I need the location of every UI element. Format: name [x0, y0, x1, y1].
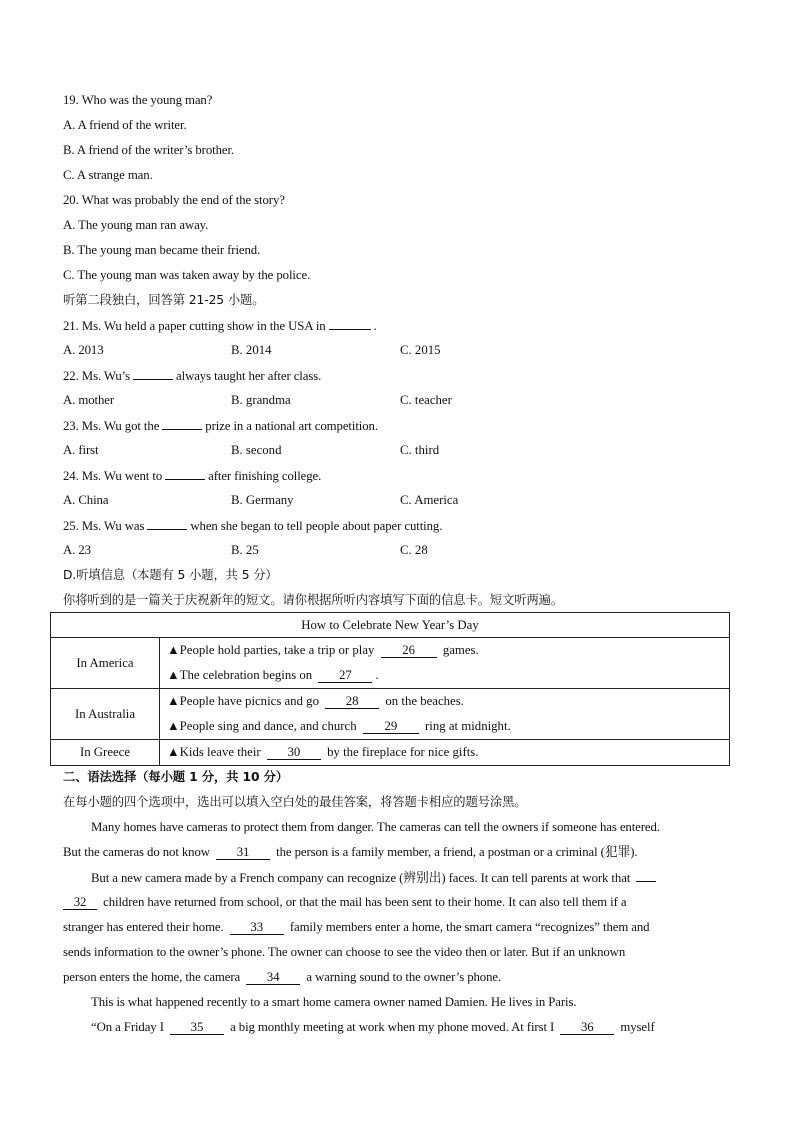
passage-p1-line2 [63, 844, 638, 860]
table-item [167, 663, 729, 688]
question-22-option-a: A. mother [63, 393, 114, 407]
question-22-stem-text: 22. Ms. Wu’s [63, 369, 131, 383]
passage-p1-line1: Many homes have cameras to protect them from danger. The cameras can tell the owners if someone has entered. [91, 820, 660, 834]
table-item [167, 638, 729, 663]
passage-p4-line1 [91, 1019, 655, 1035]
blank-36: 36 [560, 1020, 614, 1035]
question-22-stem-end: always taught her after class. [176, 369, 322, 383]
question-25-option-a: A. 23 [63, 543, 91, 557]
table-items-greece [160, 740, 730, 766]
question-22-stem [63, 367, 321, 384]
question-21-option-a: A. 2013 [63, 343, 104, 357]
table-items-america [160, 638, 730, 689]
passage-text: family members enter a home, the smart camera “recognizes” them and [289, 920, 650, 934]
item-text: ▲Kids leave their [167, 745, 261, 759]
blank-27: 27 [318, 668, 372, 683]
item-text: ring at midnight. [425, 719, 511, 733]
item-text: . [375, 668, 379, 682]
question-22-option-c: C. teacher [400, 393, 452, 407]
question-24-option-b: B. Germany [231, 493, 294, 507]
question-24-stem-end: after finishing college. [208, 469, 322, 483]
question-25-option-b: B. 25 [231, 543, 259, 557]
question-19-option-c: C. A strange man. [63, 168, 153, 182]
blank-30: 30 [267, 745, 321, 760]
question-20-stem: 20. What was probably the end of the story? [63, 193, 285, 207]
passage-text: a big monthly meeting at work when my phone moved. At first I [230, 1020, 555, 1034]
blank-29: 29 [363, 719, 419, 734]
table-item [167, 740, 729, 765]
question-23-stem [63, 417, 378, 434]
section-d-title: D.听填信息（本题有 5 小题，共 5 分） [63, 568, 278, 582]
question-20-option-a: A. The young man ran away. [63, 218, 209, 232]
blank-31: 31 [216, 845, 270, 860]
answer-blank [133, 367, 173, 380]
item-text: ▲People hold parties, take a trip or play [167, 643, 375, 657]
answer-blank [165, 467, 205, 480]
question-21-option-b: B. 2014 [231, 343, 272, 357]
question-25-stem [63, 517, 442, 534]
question-23-option-c: C. third [400, 443, 440, 457]
question-24-option-c: C. America [400, 493, 459, 507]
section-2-title: 二、语法选择（每小题 1 分，共 10 分） [63, 770, 289, 784]
passage-text: But a new camera made by a French company can recognize (辨别出) faces. It can tell parents at work that [91, 871, 631, 885]
question-25-option-c: C. 28 [400, 543, 428, 557]
question-20-option-c: C. The young man was taken away by the police. [63, 268, 311, 282]
question-22-option-b: B. grandma [231, 393, 291, 407]
item-text: by the fireplace for nice gifts. [327, 745, 479, 759]
question-21-stem [63, 317, 377, 334]
passage-text: the person is a family member, a friend, a postman or a criminal (犯罪). [276, 845, 638, 859]
table-place-greece: In Greece [51, 740, 160, 766]
table-title: How to Celebrate New Year’s Day [51, 613, 730, 638]
passage-p2-line5 [63, 969, 501, 985]
passage-text: person enters the home, the camera [63, 970, 241, 984]
question-21-stem-text: 21. Ms. Wu held a paper cutting show in the USA in [63, 319, 326, 333]
blank-32: 32 [63, 895, 97, 910]
table-place-america: In America [51, 638, 160, 689]
blank-33: 33 [230, 920, 284, 935]
question-23-stem-end: prize in a national art competition. [205, 419, 378, 433]
passage-p2-line2 [63, 894, 626, 910]
question-25-stem-text: 25. Ms. Wu was [63, 519, 145, 533]
item-text: games. [442, 643, 479, 657]
table-place-australia: In Australia [51, 689, 160, 740]
question-23-option-a: A. first [63, 443, 99, 457]
blank-28: 28 [325, 694, 379, 709]
question-24-option-a: A. China [63, 493, 109, 507]
answer-blank [162, 417, 202, 430]
passage-text: stranger has entered their home. [63, 920, 224, 934]
passage-p3: This is what happened recently to a smart home camera owner named Damien. He lives in Paris. [91, 995, 577, 1009]
passage-p2-line4: sends information to the owner’s phone. The owner can choose to see the video then or later. But if an unknown [63, 945, 626, 959]
section-2-instruction: 在每小题的四个选项中，选出可以填入空白处的最佳答案，将答题卡相应的题号涂黑。 [63, 795, 527, 809]
blank-26: 26 [381, 643, 437, 658]
question-19-option-a: A. A friend of the writer. [63, 118, 187, 132]
item-text: ▲People sing and dance, and church [167, 719, 357, 733]
passage-text: a warning sound to the owner’s phone. [306, 970, 502, 984]
question-23-option-b: B. second [231, 443, 282, 457]
section-note: 听第二段独白，回答第 21-25 小题。 [63, 293, 265, 307]
passage-text: myself [620, 1020, 655, 1034]
question-19-option-b: B. A friend of the writer’s brother. [63, 143, 235, 157]
item-text: ▲People have picnics and go [167, 694, 319, 708]
question-25-stem-end: when she began to tell people about paper cutting. [190, 519, 443, 533]
question-20-option-b: B. The young man became their friend. [63, 243, 261, 257]
question-24-stem [63, 467, 321, 484]
table-item [167, 714, 729, 739]
passage-p2-line1 [91, 869, 659, 886]
info-card-table [50, 612, 730, 766]
table-items-australia [160, 689, 730, 740]
question-24-stem-text: 24. Ms. Wu went to [63, 469, 163, 483]
question-23-stem-text: 23. Ms. Wu got the [63, 419, 160, 433]
section-d-instruction: 你将听到的是一篇关于庆祝新年的短文。请你根据所听内容填写下面的信息卡。短文听两遍。 [63, 593, 564, 607]
passage-text: “On a Friday I [91, 1020, 164, 1034]
question-21-option-c: C. 2015 [400, 343, 441, 357]
item-text: on the beaches. [385, 694, 464, 708]
table-item [167, 689, 729, 714]
passage-text: But the cameras do not know [63, 845, 210, 859]
question-21-stem-end: . [373, 319, 377, 333]
answer-blank [329, 317, 371, 330]
answer-blank [147, 517, 187, 530]
blank-34: 34 [246, 970, 300, 985]
item-text: ▲The celebration begins on [167, 668, 313, 682]
question-19-stem: 19. Who was the young man? [63, 93, 213, 107]
blank-35: 35 [170, 1020, 224, 1035]
passage-text: children have returned from school, or that the mail has been sent to their home. It can also tell them if a [103, 895, 627, 909]
blank-32-start [636, 869, 656, 882]
passage-p2-line3 [63, 919, 649, 935]
